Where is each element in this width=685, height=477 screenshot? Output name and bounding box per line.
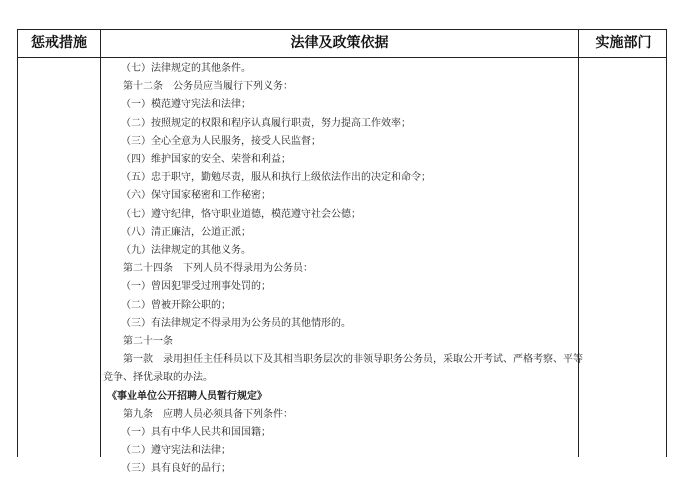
text-line: （一）曾因犯罪受过刑事处罚的；	[121, 281, 271, 293]
text-line: （二）曾被开除公职的；	[121, 299, 231, 311]
header-legal-basis: 法律及政策依据	[290, 35, 389, 51]
text-line: （三）全心全意为人民服务，接受人民监督；	[121, 135, 321, 147]
text-line: （七）法律规定的其他条件。	[121, 63, 251, 74]
text-line: 第二十四条 下列人员不得录用为公务员：	[123, 263, 313, 275]
table-header-row	[18, 30, 666, 58]
text-line: （五）忠于职守，勤勉尽责，服从和执行上级依法作出的决定和命令；	[121, 172, 431, 184]
column-divider-2	[578, 30, 579, 457]
text-line: 第一款 录用担任主任科员以下及其相当职务层次的非领导职务公务员，采取公开考试、严格考察、平等	[123, 354, 583, 366]
text-line: 第九条 应聘人员必须具备下列条件：	[123, 408, 293, 420]
text-line: （八）清正廉洁，公道正派；	[121, 226, 251, 238]
text-line: 《事业单位公开招聘人员暂行规定》	[107, 390, 267, 402]
text-line: （一）模范遵守宪法和法律；	[121, 99, 251, 111]
punishment-basis-table	[17, 29, 667, 475]
text-line: （二）遵守宪法和法律；	[121, 445, 231, 457]
text-line: （三）具有良好的品行；	[121, 463, 231, 475]
text-line: （九）法律规定的其他义务。	[121, 245, 251, 256]
header-punishment-measures: 惩戒措施	[31, 35, 87, 51]
text-line: （一）具有中华人民共和国国籍；	[121, 427, 271, 438]
text-line: 竞争、择优录取的办法。	[103, 372, 213, 384]
text-line: 第十二条 公务员应当履行下列义务：	[123, 81, 293, 93]
text-line: （二）按照规定的权限和程序认真履行职责，努力提高工作效率；	[121, 117, 411, 129]
text-line: （六）保守国家秘密和工作秘密；	[121, 190, 271, 202]
text-line: 第二十一条	[123, 336, 173, 347]
legal-basis-cell	[101, 58, 583, 475]
text-line: （三）有法律规定不得录用为公务员的其他情形的。	[121, 317, 351, 329]
text-line: （四）维护国家的安全、荣誉和利益；	[121, 154, 291, 165]
text-line: （七）遵守纪律，恪守职业道德，模范遵守社会公德；	[121, 208, 361, 220]
header-implementing-department: 实施部门	[595, 35, 652, 51]
